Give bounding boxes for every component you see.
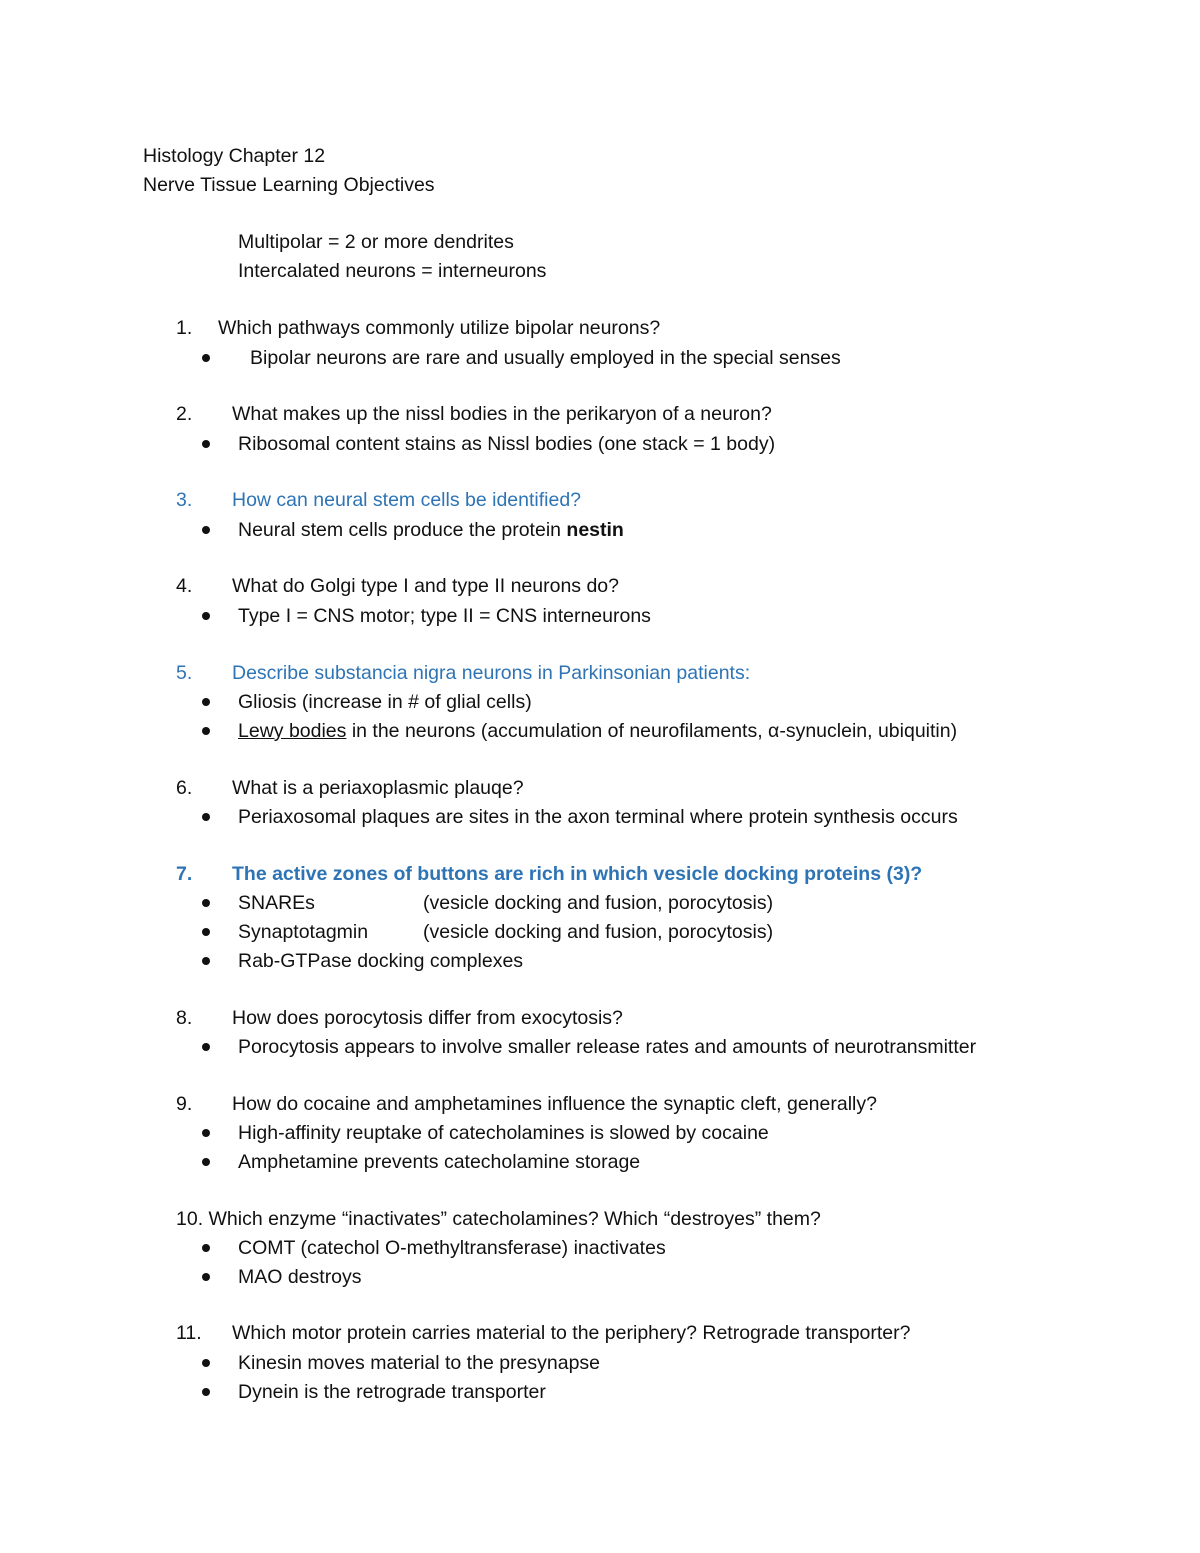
bullet-icon (202, 1359, 210, 1367)
bullet-icon (202, 354, 210, 362)
question-text: What do Golgi type I and type II neurons do? (232, 575, 619, 597)
bullet-icon (202, 1129, 210, 1137)
answer-text-part: Neural stem cells produce the protein (238, 519, 567, 541)
answer-text: Porocytosis appears to involve smaller release rates and amounts of neurotransmitter (238, 1036, 977, 1058)
document-subtitle: Nerve Tissue Learning Objectives (143, 174, 435, 196)
answer-protein-desc: (vesicle docking and fusion, porocytosis) (423, 892, 774, 914)
question-number: 8. (176, 1007, 193, 1029)
question-number: 7. (176, 863, 193, 885)
answer-text: Ribosomal content stains as Nissl bodies (one stack = 1 body) (238, 433, 776, 455)
answer-text: Rab-GTPase docking complexes (238, 950, 524, 972)
bullet-icon (202, 440, 210, 448)
question-text: How can neural stem cells be identified? (232, 489, 582, 511)
answer-underlined-term: Lewy bodies (238, 720, 347, 742)
bullet-icon (202, 1388, 210, 1396)
question-number: 6. (176, 777, 193, 799)
bullet-icon (202, 698, 210, 706)
bullet-icon (202, 1043, 210, 1051)
answer-text: Periaxosomal plaques are sites in the axon terminal where protein synthesis occurs (238, 806, 958, 828)
question-number: 2. (176, 403, 193, 425)
question-number: 1. (176, 317, 193, 339)
question-text: Describe substancia nigra neurons in Parkinsonian patients: (232, 662, 751, 684)
question-number: 11. (176, 1322, 202, 1344)
answer-protein-name: SNAREs (238, 892, 315, 914)
answer-text (238, 517, 624, 543)
question-text: What is a periaxoplasmic plauqe? (232, 777, 524, 799)
bullet-icon (202, 612, 210, 620)
question-number: 4. (176, 575, 193, 597)
answer-text: MAO destroys (238, 1266, 362, 1288)
bullet-icon (202, 727, 210, 735)
question-number: 5. (176, 662, 193, 684)
answer-protein-desc: (vesicle docking and fusion, porocytosis) (423, 921, 774, 943)
answer-text: Amphetamine prevents catecholamine storage (238, 1151, 641, 1173)
document-title: Histology Chapter 12 (143, 145, 326, 167)
bullet-icon (202, 1244, 210, 1252)
answer-text-part: in the neurons (accumulation of neurofilaments, α-synuclein, ubiquitin) (346, 720, 958, 742)
answer-text: Bipolar neurons are rare and usually employed in the special senses (250, 347, 841, 369)
answer-text: COMT (catechol O-methyltransferase) inactivates (238, 1237, 666, 1259)
question-text: How do cocaine and amphetamines influence the synaptic cleft, generally? (232, 1093, 877, 1115)
question-text: Which motor protein carries material to the periphery? Retrograde transporter? (232, 1322, 911, 1344)
question-text: The active zones of buttons are rich in which vesicle docking proteins (3)? (232, 863, 923, 885)
definition-intercalated: Intercalated neurons = interneurons (238, 260, 547, 282)
answer-protein-name: Synaptotagmin (238, 921, 369, 943)
bullet-icon (202, 928, 210, 936)
answer-text: Dynein is the retrograde transporter (238, 1381, 546, 1403)
question-number: 9. (176, 1093, 193, 1115)
answer-keyword: nestin (566, 519, 624, 541)
question-text: Which pathways commonly utilize bipolar neurons? (218, 317, 661, 339)
answer-text: High-affinity reuptake of catecholamines is slowed by cocaine (238, 1122, 769, 1144)
bullet-icon (202, 1158, 210, 1166)
answer-text: Gliosis (increase in # of glial cells) (238, 691, 532, 713)
question-text: 10. Which enzyme “inactivates” catecholamines? Which “destroyes” them? (176, 1208, 821, 1230)
question-number: 3. (176, 489, 193, 511)
bullet-icon (202, 526, 210, 534)
question-text: How does porocytosis differ from exocytosis? (232, 1007, 623, 1029)
answer-text (238, 718, 957, 744)
answer-text: Kinesin moves material to the presynapse (238, 1352, 601, 1374)
bullet-icon (202, 899, 210, 907)
answer-text: Type I = CNS motor; type II = CNS interneurons (238, 605, 651, 627)
definition-multipolar: Multipolar = 2 or more dendrites (238, 231, 514, 253)
bullet-icon (202, 1273, 210, 1281)
bullet-icon (202, 957, 210, 965)
bullet-icon (202, 813, 210, 821)
question-text: What makes up the nissl bodies in the perikaryon of a neuron? (232, 403, 772, 425)
